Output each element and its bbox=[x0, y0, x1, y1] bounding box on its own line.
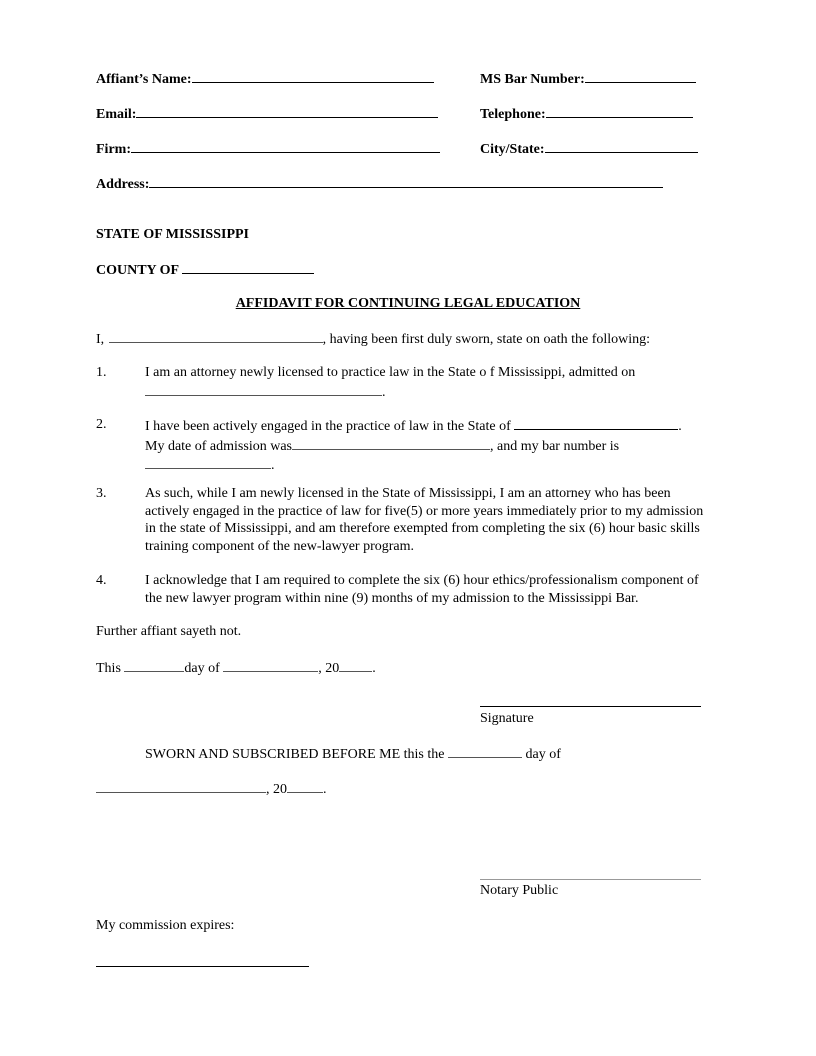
oath-prefix: I, bbox=[96, 332, 105, 347]
item-1-number: 1. bbox=[96, 365, 107, 380]
prior-admission-date-field[interactable] bbox=[292, 436, 490, 450]
sworn-line bbox=[145, 744, 561, 763]
item-4-text: I acknowledge that I am required to complete the six (6) hour ethics/professionalism component of the new lawyer program within nine (9) months of my admission to the Mississippi Bar. bbox=[145, 573, 699, 606]
item-3-number: 3. bbox=[96, 486, 107, 501]
day-field[interactable] bbox=[124, 658, 184, 672]
county-field[interactable] bbox=[182, 260, 314, 274]
firm-label: Firm: bbox=[96, 142, 131, 157]
firm-field[interactable] bbox=[131, 139, 440, 153]
ms-bar-number-label: MS Bar Number: bbox=[480, 72, 585, 87]
email-row bbox=[96, 104, 438, 123]
sworn-day-of-label: day of bbox=[525, 747, 561, 762]
sworn-year-prefix: , 20 bbox=[266, 782, 287, 797]
item-2-text-b: . bbox=[678, 419, 682, 434]
day-of-label: day of bbox=[184, 661, 220, 676]
item-1-text-b: . bbox=[382, 384, 386, 400]
city-state-field[interactable] bbox=[545, 139, 698, 153]
item-2-text-c: My date of admission was bbox=[145, 438, 292, 454]
prior-state-field[interactable] bbox=[514, 416, 678, 430]
further-affiant-text: Further affiant sayeth not. bbox=[96, 624, 242, 639]
commission-expiry-line[interactable] bbox=[96, 966, 309, 967]
document-title: AFFIDAVIT FOR CONTINUING LEGAL EDUCATION bbox=[235, 296, 581, 311]
year-prefix: , 20 bbox=[318, 661, 340, 676]
month-field[interactable] bbox=[223, 658, 318, 672]
item-4-number: 4. bbox=[96, 573, 107, 588]
sworn-year-field[interactable] bbox=[287, 779, 323, 793]
city-state-row bbox=[480, 139, 698, 158]
item-2-text-d: , and my bar number is bbox=[489, 438, 620, 454]
firm-row bbox=[96, 139, 440, 158]
county-label: COUNTY OF bbox=[96, 263, 179, 278]
address-label: Address: bbox=[96, 177, 150, 192]
item-2-text bbox=[145, 416, 720, 475]
item-2-number: 2. bbox=[96, 417, 107, 432]
sworn-period: . bbox=[323, 782, 327, 797]
telephone-label: Telephone: bbox=[480, 107, 546, 122]
state-heading: STATE OF MISSISSIPPI bbox=[96, 227, 250, 242]
ms-bar-number-field[interactable] bbox=[585, 69, 696, 83]
this-label: This bbox=[96, 661, 121, 676]
email-label: Email: bbox=[96, 107, 137, 122]
admission-date-field[interactable] bbox=[145, 382, 382, 396]
county-row bbox=[96, 260, 314, 279]
sworn-day-field[interactable] bbox=[448, 744, 522, 758]
city-state-label: City/State: bbox=[480, 142, 545, 157]
telephone-row bbox=[480, 104, 693, 123]
affiant-name-label: Affiant’s Name: bbox=[96, 72, 192, 87]
item-2-text-a: I have been actively engaged in the practice of law in the State of bbox=[145, 419, 511, 434]
notary-signature-line[interactable] bbox=[480, 879, 701, 880]
ms-bar-number-row bbox=[480, 69, 696, 88]
email-field[interactable] bbox=[136, 104, 438, 118]
telephone-field[interactable] bbox=[546, 104, 693, 118]
item-1-text bbox=[145, 364, 720, 401]
item-1-text-a: I am an attorney newly licensed to practice law in the State o f Mississippi, admitted on bbox=[145, 365, 636, 380]
affiant-name-field[interactable] bbox=[192, 69, 434, 83]
signature-line[interactable] bbox=[480, 706, 701, 707]
item-2-text-e: . bbox=[271, 458, 275, 473]
affiant-oath-name-field[interactable] bbox=[109, 329, 323, 343]
affiant-name-row bbox=[96, 69, 434, 88]
address-row bbox=[96, 174, 663, 193]
sworn-month-field[interactable] bbox=[96, 779, 266, 793]
notary-label: Notary Public bbox=[480, 883, 559, 898]
signature-label: Signature bbox=[480, 711, 534, 726]
oath-line bbox=[96, 329, 650, 348]
sworn-date-line bbox=[96, 779, 327, 798]
oath-suffix: , having been first duly sworn, state on oath the following: bbox=[322, 332, 651, 347]
date-period: . bbox=[372, 661, 376, 676]
year-field[interactable] bbox=[339, 658, 372, 672]
date-line bbox=[96, 658, 376, 677]
sworn-text: SWORN AND SUBSCRIBED BEFORE ME this the bbox=[145, 747, 445, 762]
address-field[interactable] bbox=[149, 174, 663, 188]
prior-bar-number-field[interactable] bbox=[145, 455, 271, 469]
commission-label: My commission expires: bbox=[96, 918, 235, 933]
item-3-text: As such, while I am newly licensed in the State of Mississippi, I am an attorney who has been actively engaged in the practice of law for five(5) or more years immediately prior to my admission in the state of Mississippi, and am therefore exempted from completing the six (6) hour basic skills training component of the new-lawyer program. bbox=[145, 486, 704, 554]
